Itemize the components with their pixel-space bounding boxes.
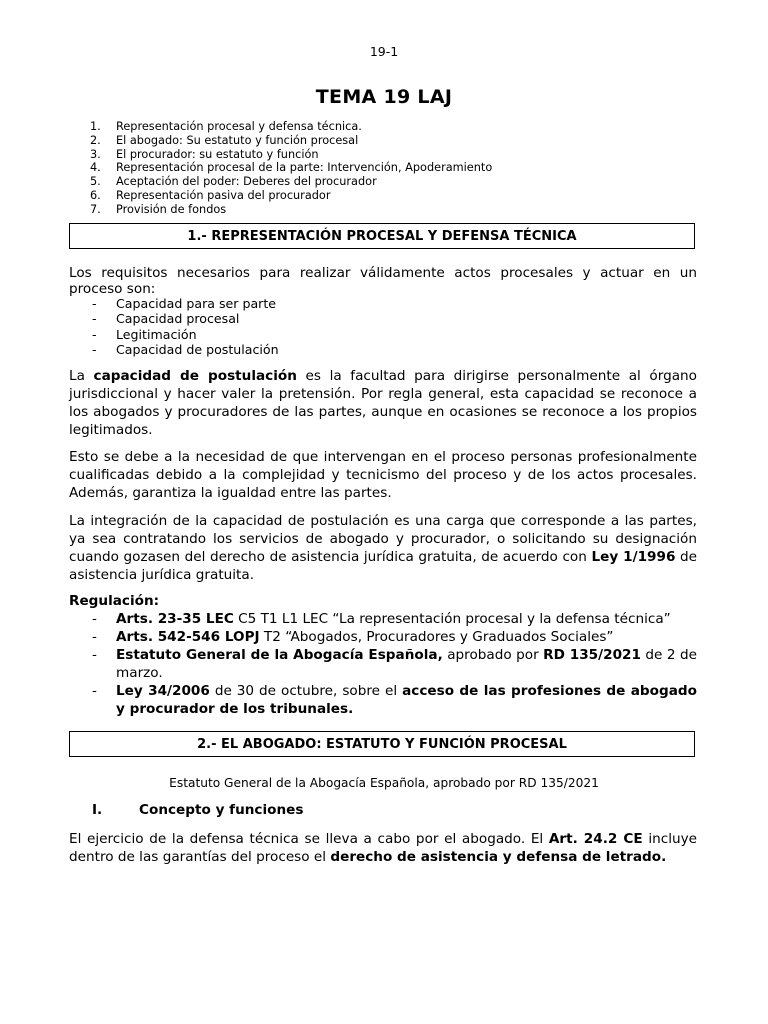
section-1-heading: 1.- REPRESENTACIÓN PROCESAL Y DEFENSA TÉCNICA	[69, 223, 695, 249]
paragraph-defense: El ejercicio de la defensa técnica se lleva a cabo por el abogado. El Art. 24.2 CE incluye dentro de las garantías del proceso el derecho de asistencia y defensa de letrado.	[69, 831, 698, 865]
paragraph-professionals: Esto se debe a la necesidad de que intervengan en el proceso personas profesionalmente cualificadas debido a la complejidad y tecnicismo del proceso y de los actos procesales. Además, garantiza la igualdad entre las partes.	[69, 449, 697, 501]
list-item: - Estatuto General de la Abogacía Española, aprobado por RD 135/2021 de 2 de marzo.	[92, 647, 697, 681]
list-item: - Capacidad para ser parte	[92, 296, 277, 311]
toc-item: 2. El abogado: Su estatuto y función procesal	[90, 133, 359, 147]
toc-item: 7. Provisión de fondos	[90, 202, 227, 216]
regulation-label: Regulación:	[69, 593, 160, 609]
list-item: - Capacidad de postulación	[92, 342, 279, 358]
section-2-heading: 2.- EL ABOGADO: ESTATUTO Y FUNCIÓN PROCESAL	[69, 731, 695, 757]
list-item: - Arts. 542-546 LOPJ T2 “Abogados, Procuradores y Graduados Sociales”	[92, 629, 614, 645]
list-item: - Arts. 23-35 LEC C5 T1 L1 LEC “La representación procesal y la defensa técnica”	[92, 611, 671, 627]
subsection-title: I. Concepto y funciones	[92, 802, 304, 818]
document-title: TEMA 19 LAJ	[315, 86, 453, 108]
paragraph-integration: La integración de la capacidad de postulación es una carga que corresponde a las partes, ya sea contratando los servicios de abogado y procurador, o solicitando su designación cuando gozasen del derecho de asistencia jurídica gratuita, de acuerdo con Ley 1/1996 de asistencia jurídica gratuita.	[69, 513, 698, 583]
toc-item: 3. El procurador: su estatuto y función	[90, 147, 319, 161]
statute-source: Estatuto General de la Abogacía Española, aprobado por RD 135/2021	[169, 776, 599, 790]
list-item: - Ley 34/2006 de 30 de octubre, sobre el acceso de las profesiones de abogado y procurador de los tribunales.	[92, 683, 697, 717]
list-item: - Capacidad procesal	[92, 311, 240, 327]
toc-item: 4. Representación procesal de la parte: Intervención, Apoderamiento	[90, 161, 493, 175]
requirements-list	[92, 296, 697, 358]
page-number: 19-1	[369, 44, 399, 59]
toc-item: 6. Representación pasiva del procurador	[90, 188, 331, 202]
table-of-contents	[90, 120, 710, 217]
requirements-intro: Los requisitos necesarios para realizar válidamente actos procesales y actuar en un proceso son:	[69, 265, 697, 297]
paragraph-postulation: La capacidad de postulación es la facultad para dirigirse personalmente al órgano jurisdiccional y hacer valer la pretensión. Por regla general, esta capacidad se reconoce a los abogados y procuradores de las partes, aunque en ocasiones se reconoce a los propios legitimados.	[69, 368, 697, 438]
toc-item: 1. Representación procesal y defensa técnica.	[90, 120, 362, 133]
regulation-list	[92, 610, 697, 718]
toc-item: 5. Aceptación del poder: Deberes del procurador	[90, 175, 377, 189]
list-item: - Legitimación	[92, 326, 197, 342]
